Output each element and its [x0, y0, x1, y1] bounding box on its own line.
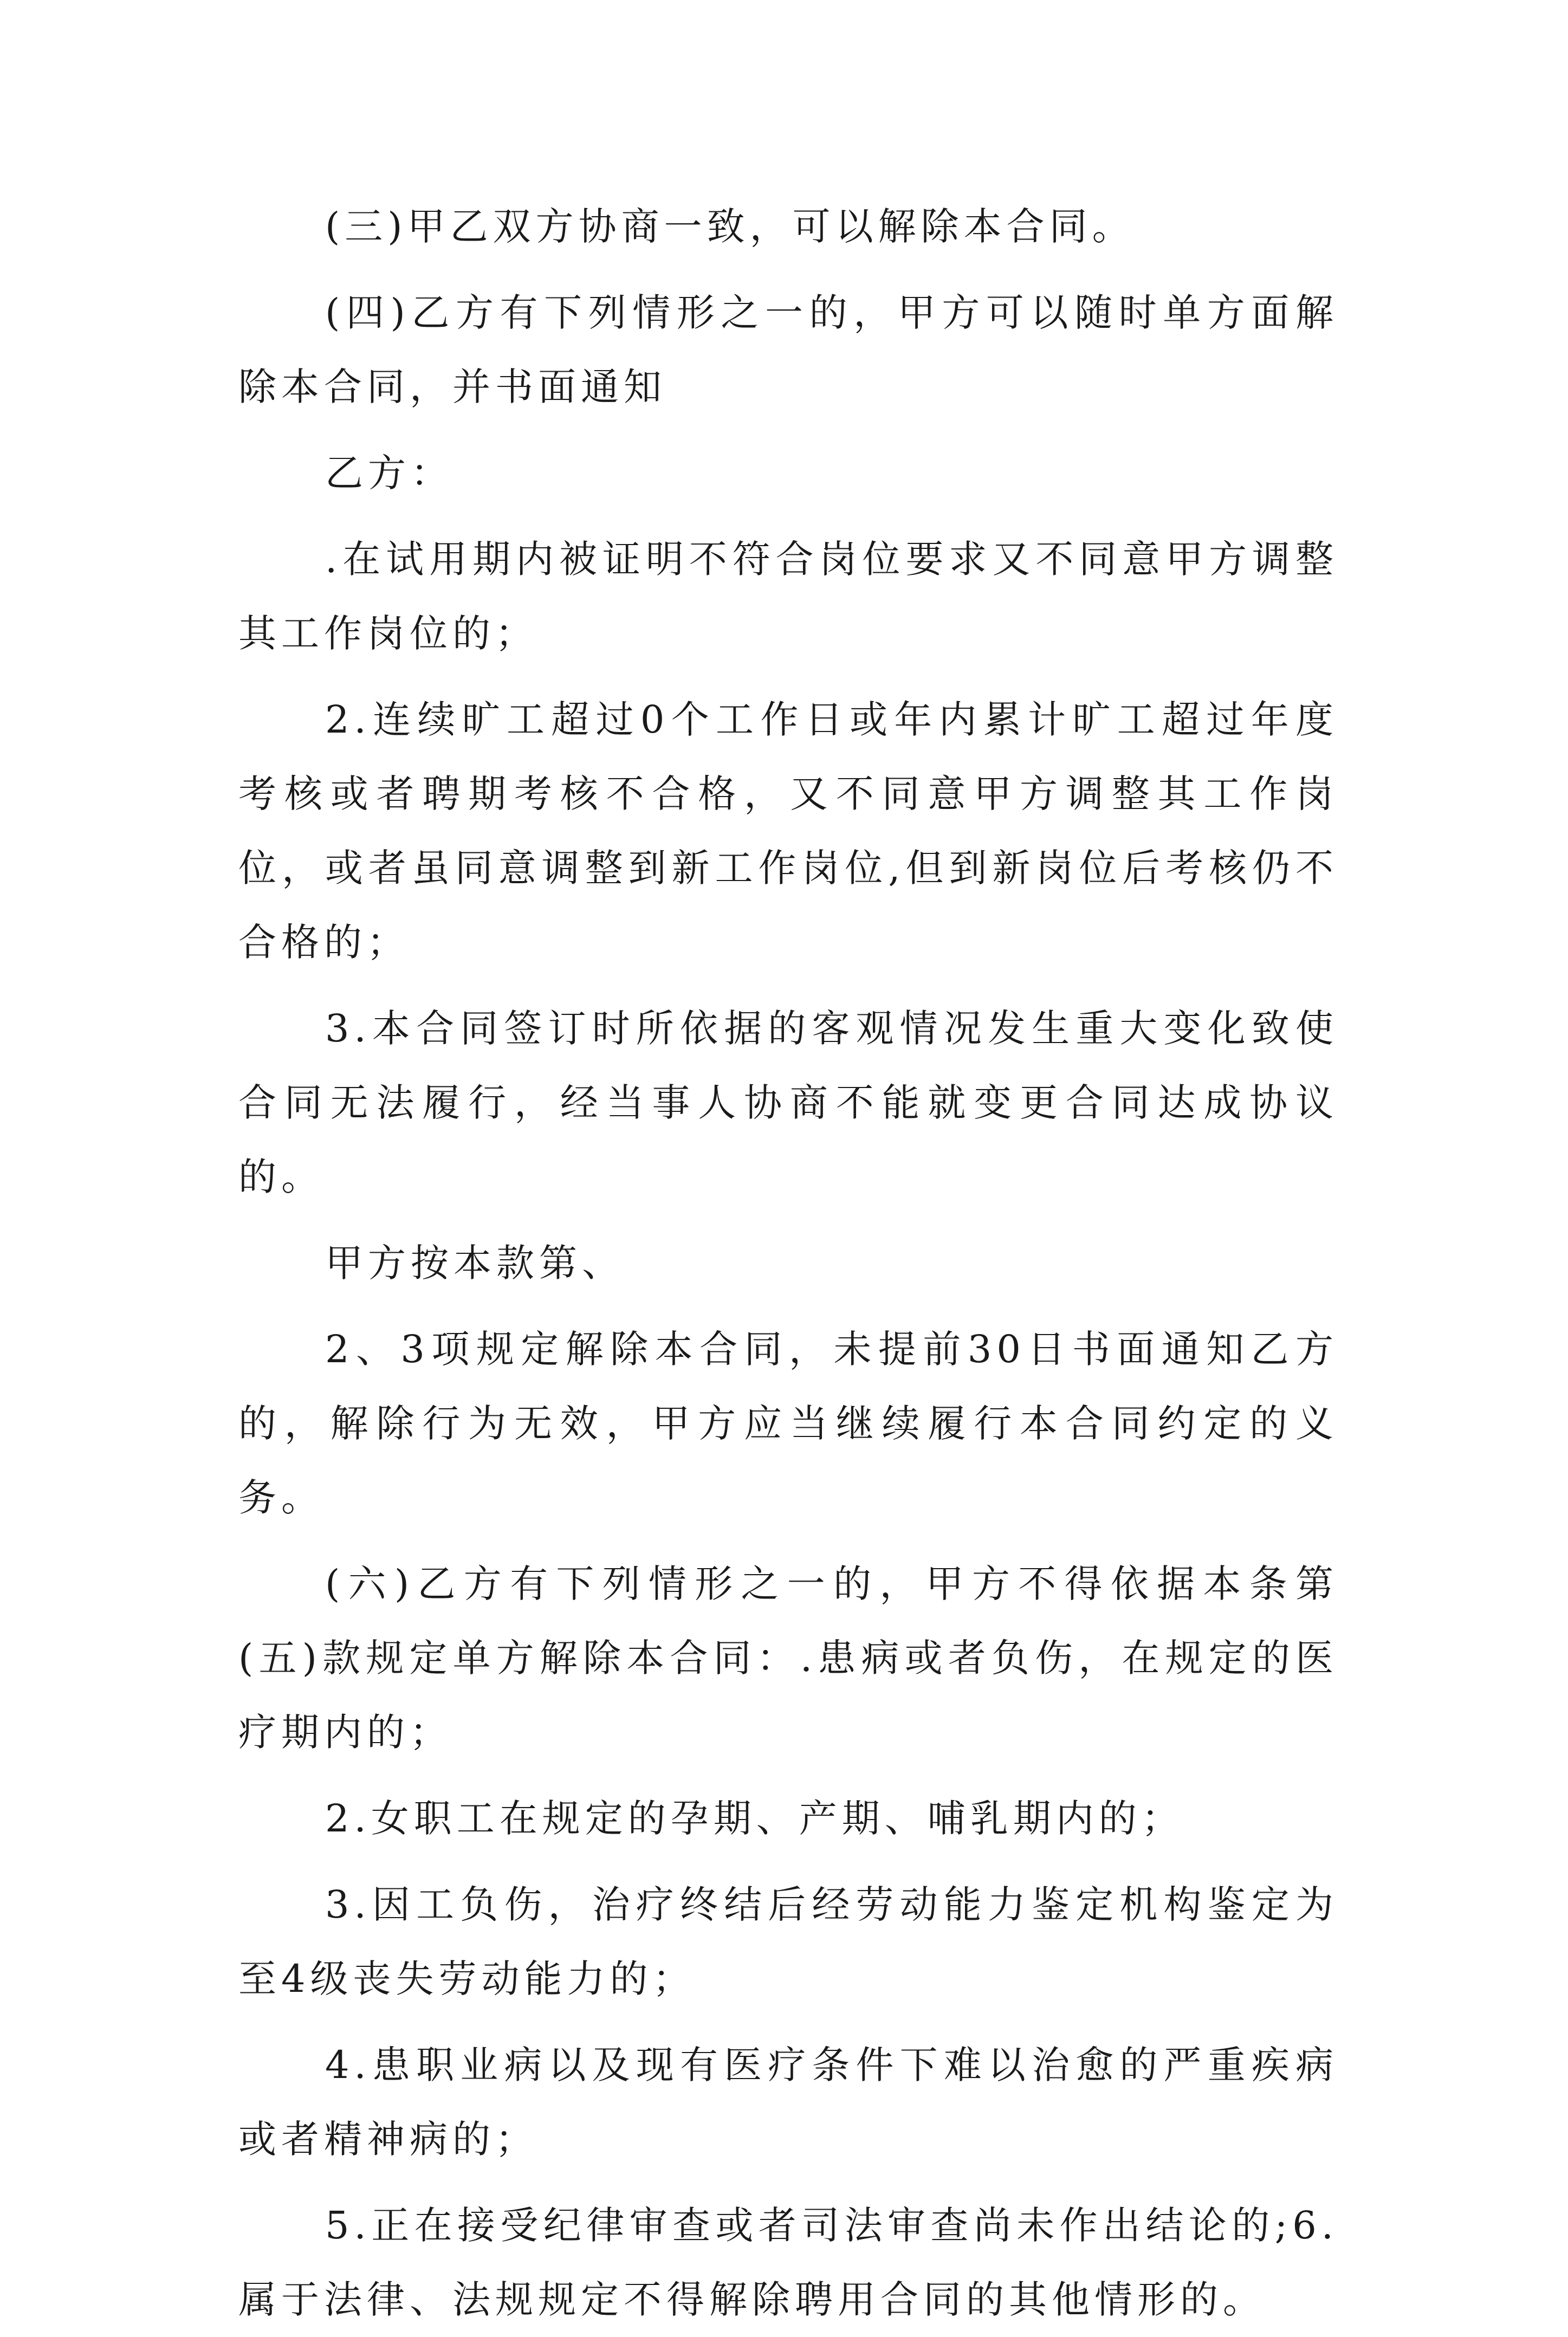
- paragraph-clause-6: (六)乙方有下列情形之一的，甲方不得依据本条第(五)款规定单方解除本合同：.患病或者负伤，在规定的医疗期内的；: [238, 1562, 1338, 1755]
- paragraph-item-2: 2.连续旷工超过0个工作日或年内累计旷工超过年度考核或者聘期考核不合格，又不同意甲方调整其工作岗位，或者虽同意调整到新工作岗位,但到新岗位后考核仍不合格的；: [238, 697, 1338, 964]
- paragraph-clause-3: (三)甲乙双方协商一致，可以解除本合同。: [325, 204, 1135, 249]
- document-body: [238, 190, 1338, 2337]
- paragraph-party-a-note: 甲方按本款第、: [325, 1241, 625, 1285]
- paragraph-clause-6-item-2: 2.女职工在规定的孕期、产期、哺乳期内的；: [325, 1796, 1184, 1841]
- paragraph-item-1: .在试用期内被证明不符合岗位要求又不同意甲方调整其工作岗位的；: [238, 537, 1338, 656]
- paragraph-item-3: 3.本合同签订时所依据的客观情况发生重大变化致使合同无法履行，经当事人协商不能就变更合同达成协议的。: [238, 1006, 1338, 1199]
- paragraph-notice-rule: 2、3项规定解除本合同，未提前30日书面通知乙方的，解除行为无效，甲方应当继续履行本合同约定的义务。: [238, 1327, 1338, 1520]
- paragraph-clause-6-item-5-6: 5.正在接受纪律审查或者司法审查尚未作出结论的;6.属于法律、法规规定不得解除聘用合同的其他情形的。: [238, 2203, 1338, 2322]
- paragraph-clause-6-item-3: 3.因工负伤，治疗终结后经劳动能力鉴定机构鉴定为至4级丧失劳动能力的；: [238, 1882, 1338, 2001]
- paragraph-clause-6-item-4: 4.患职业病以及现有医疗条件下难以治愈的严重疾病或者精神病的；: [238, 2043, 1338, 2161]
- paragraph-party-b: 乙方：: [325, 451, 453, 495]
- paragraph-clause-4: (四)乙方有下列情形之一的，甲方可以随时单方面解除本合同，并书面通知: [238, 290, 1338, 409]
